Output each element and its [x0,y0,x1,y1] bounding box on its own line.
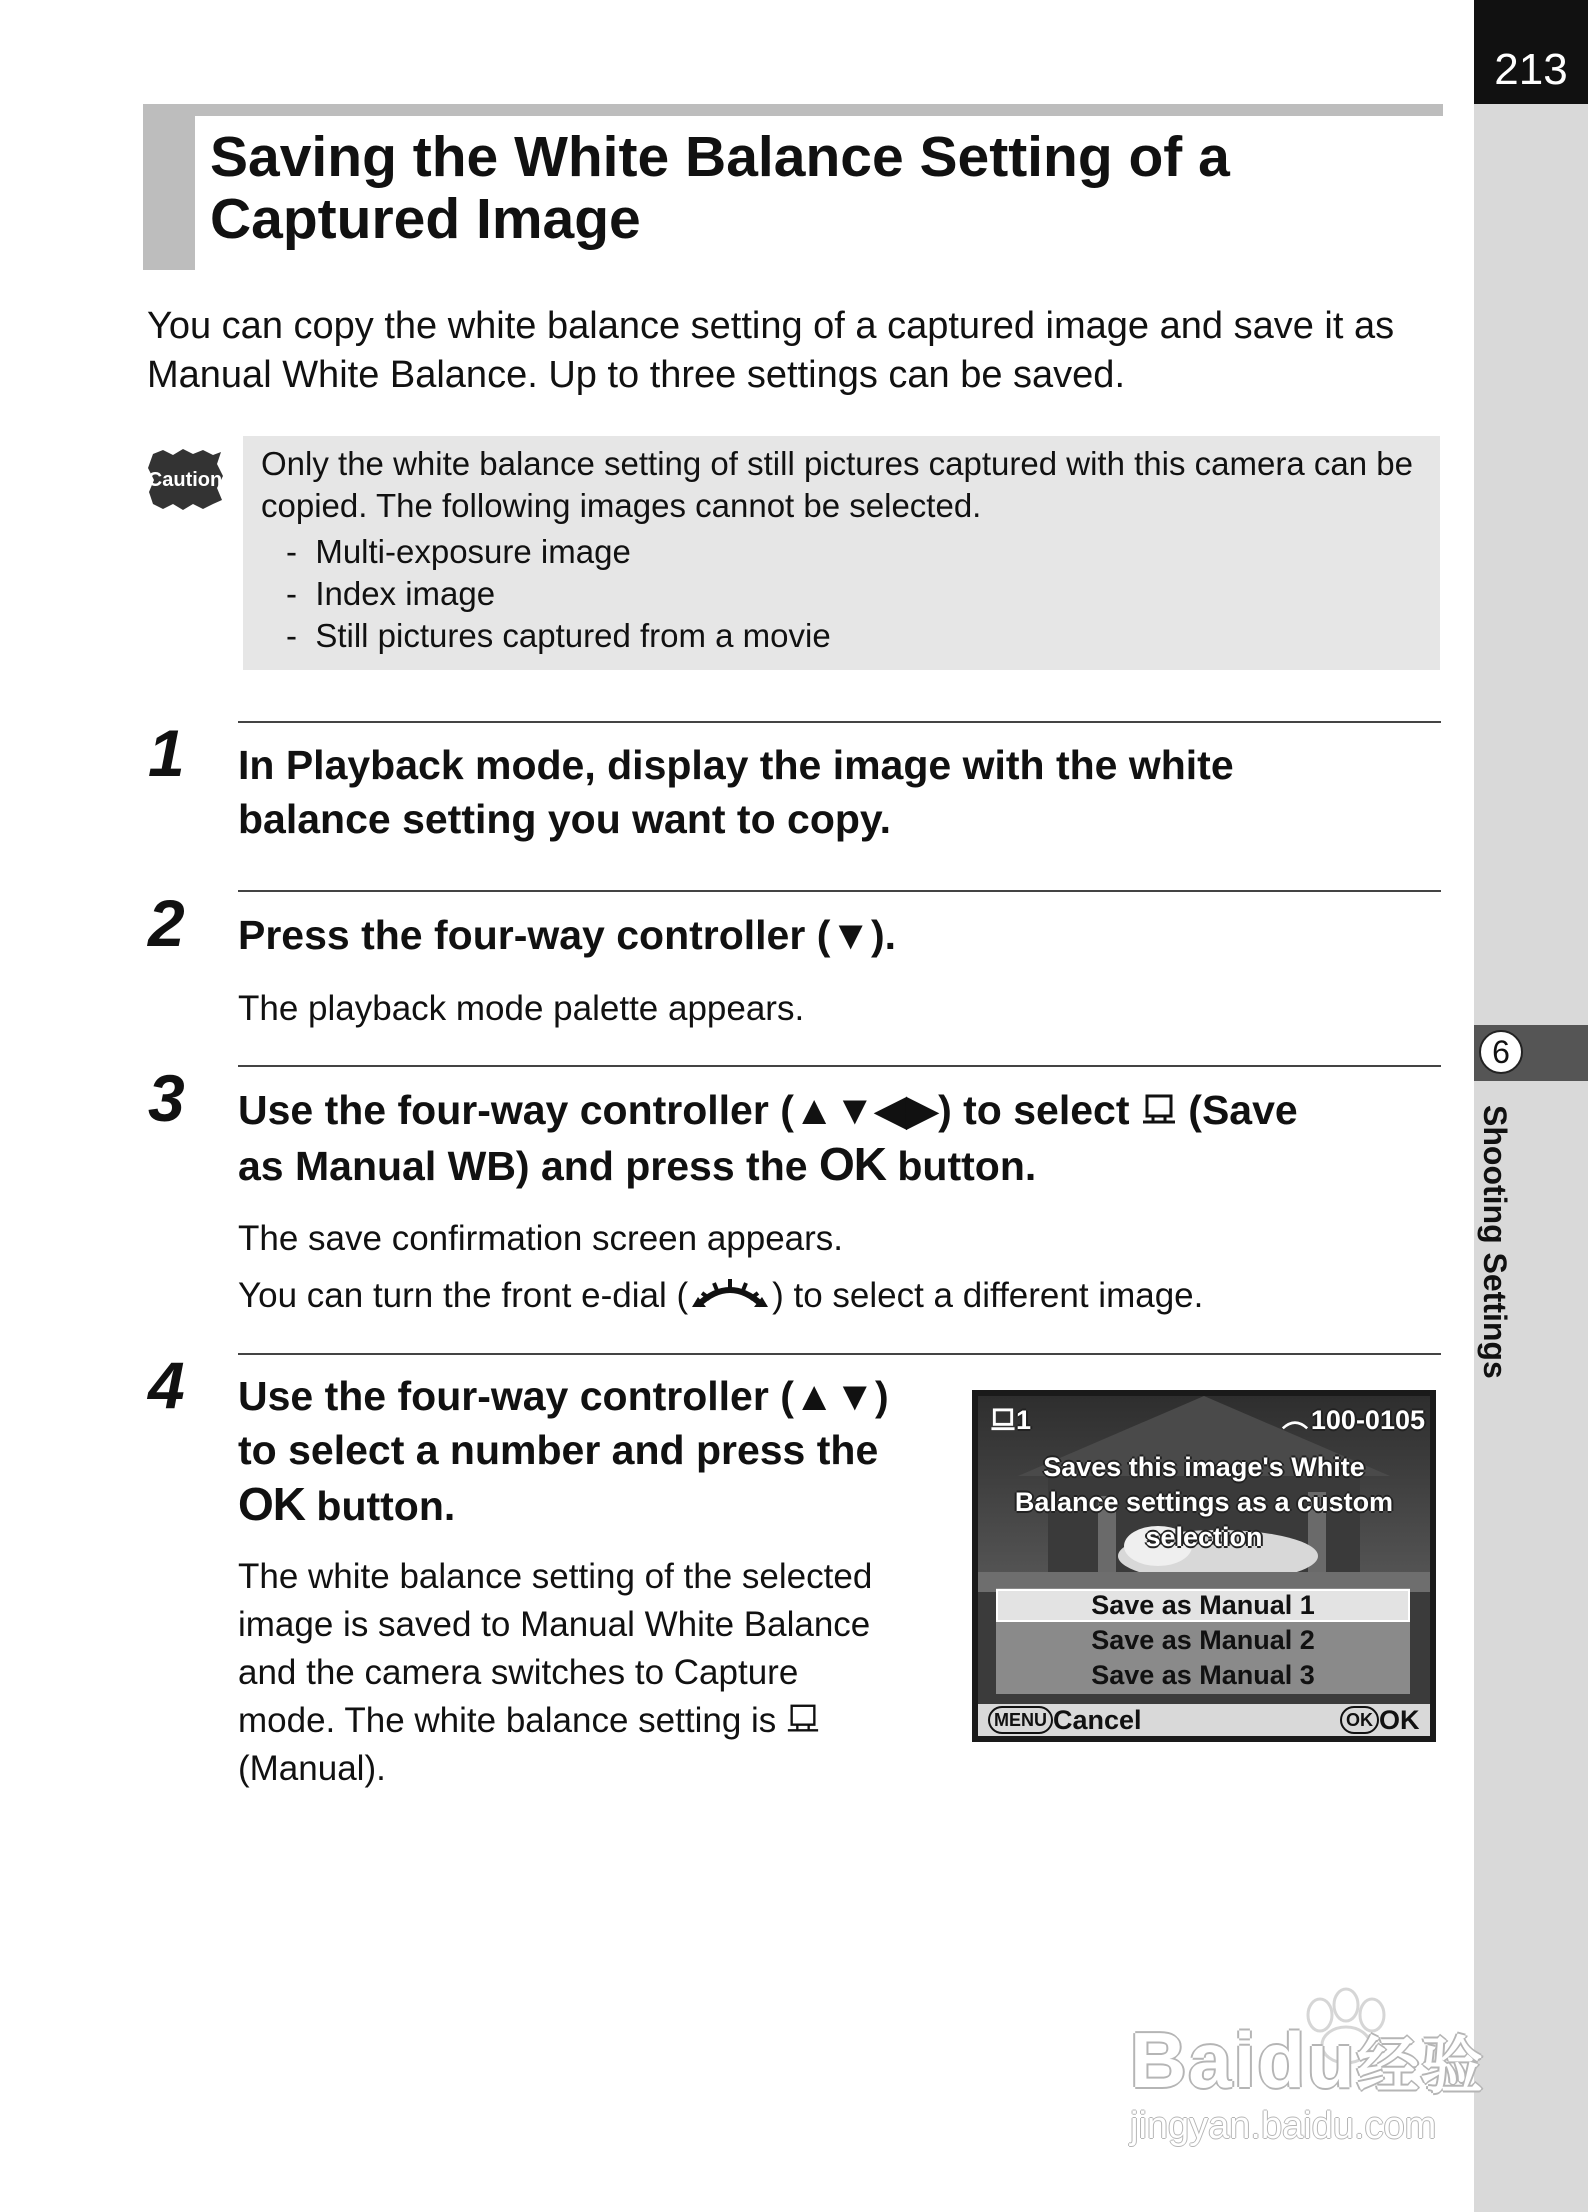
step-4-body-line1: The white balance setting of the selected [238,1557,873,1596]
title-rule [143,104,1443,116]
page-title-line1: Saving the White Balance Setting of a [210,125,1230,189]
camera-option-manual-2[interactable]: Save as Manual 2 [1091,1625,1315,1655]
page-number: 213 [1494,45,1568,94]
intro-line1: You can copy the white balance setting of a captured image and save it as [147,305,1395,347]
step-4-heading [238,1369,958,1533]
caution-icon [145,446,225,512]
caution-list-item: - Still pictures captured from a movie [286,617,831,654]
step-2-body: The playback mode palette appears. [238,989,805,1028]
step-1-number: 1 [148,716,185,790]
step-divider [238,1353,1441,1355]
manual-wb-icon [990,1407,1016,1433]
step-4-heading-line1: Use the four-way controller (▲▼) [238,1373,889,1419]
caution-text [261,443,1431,527]
camera-message-line2: Balance settings as a custom [1014,1487,1394,1517]
watermark-url: jingyan.baidu.com [1130,2105,1437,2147]
caution-list-item: - Multi-exposure image [286,533,631,570]
step-1-heading [238,738,1438,846]
camera-option-manual-3[interactable]: Save as Manual 3 [1091,1660,1315,1690]
camera-file-id: 100-0105 [1240,1403,1425,1437]
ok-badge: OK [1340,1706,1379,1734]
step-4-heading-line3: OK button. [238,1478,456,1530]
step-4-body-line3: and the camera switches to Capture [238,1653,799,1692]
manual-wb-icon [786,1702,820,1736]
step-3-heading [238,1083,1458,1193]
camera-message [978,1450,1430,1555]
step-3-body-line2: You can turn the front e-dial ( ) to select a different image. [238,1271,1458,1320]
step-3-number: 3 [148,1061,185,1135]
intro-paragraph [147,302,1447,400]
step-2-heading: Press the four-way controller (▼). [238,912,896,958]
caution-list [286,531,1386,657]
caution-list-item: - Index image [286,575,496,612]
ok-glyph: OK [238,1478,305,1530]
page-title [210,126,1440,250]
step-4-number: 4 [148,1348,185,1422]
step-1-heading-line1: In Playback mode, display the image with the white [238,742,1234,788]
step-3-body-line1: The save confirmation screen appears. [238,1219,844,1258]
camera-message-line3: selection [1145,1522,1263,1552]
title-accent-bar [143,104,195,270]
e-dial-icon [688,1271,772,1311]
step-4-body [238,1553,958,1793]
chapter-number: 6 [1479,1030,1523,1074]
caution-icon-label: Caution [147,469,223,491]
intro-line2: Manual White Balance. Up to three settings can be saved. [147,354,1125,396]
step-4-body-line2: image is saved to Manual White Balance [238,1605,871,1644]
watermark-brand: Baidu经验 [1130,2016,1485,2104]
step-4-body-line5: (Manual). [238,1749,386,1788]
step-4-heading-line2: to select a number and press the [238,1427,879,1473]
step-3-body [238,1215,1458,1320]
step-1-heading-line2: balance setting you want to copy. [238,796,892,842]
step-4-body-line4: mode. The white balance setting is [238,1697,958,1745]
chapter-title: Shooting Settings [1477,1105,1513,1379]
step-3-heading-line2: as Manual WB) and press the OK button. [238,1138,1037,1190]
step-2-number: 2 [148,886,185,960]
camera-slot-indicator: 1 [990,1403,1050,1437]
step-divider [238,890,1441,892]
step-3-heading-line1: Use the four-way controller (▲▼◀▶) to select (Save [238,1087,1298,1133]
camera-ok-button[interactable]: OK OK [1340,1704,1420,1736]
camera-message-line1: Saves this image's White [1043,1452,1365,1482]
page-title-line2: Captured Image [210,187,641,251]
camera-cancel-button[interactable]: MENU Cancel [988,1704,1142,1736]
ok-glyph: OK [818,1138,886,1190]
manual-wb-icon [1141,1092,1177,1128]
step-divider [238,1065,1441,1067]
caution-line2: copied. The following images cannot be selected. [261,487,982,524]
caution-line1: Only the white balance setting of still pictures captured with this camera can be [261,445,1413,482]
e-dial-icon [1279,1413,1311,1433]
menu-badge: MENU [988,1706,1053,1734]
step-divider [238,721,1441,723]
camera-option-manual-1[interactable]: Save as Manual 1 [996,1589,1410,1622]
